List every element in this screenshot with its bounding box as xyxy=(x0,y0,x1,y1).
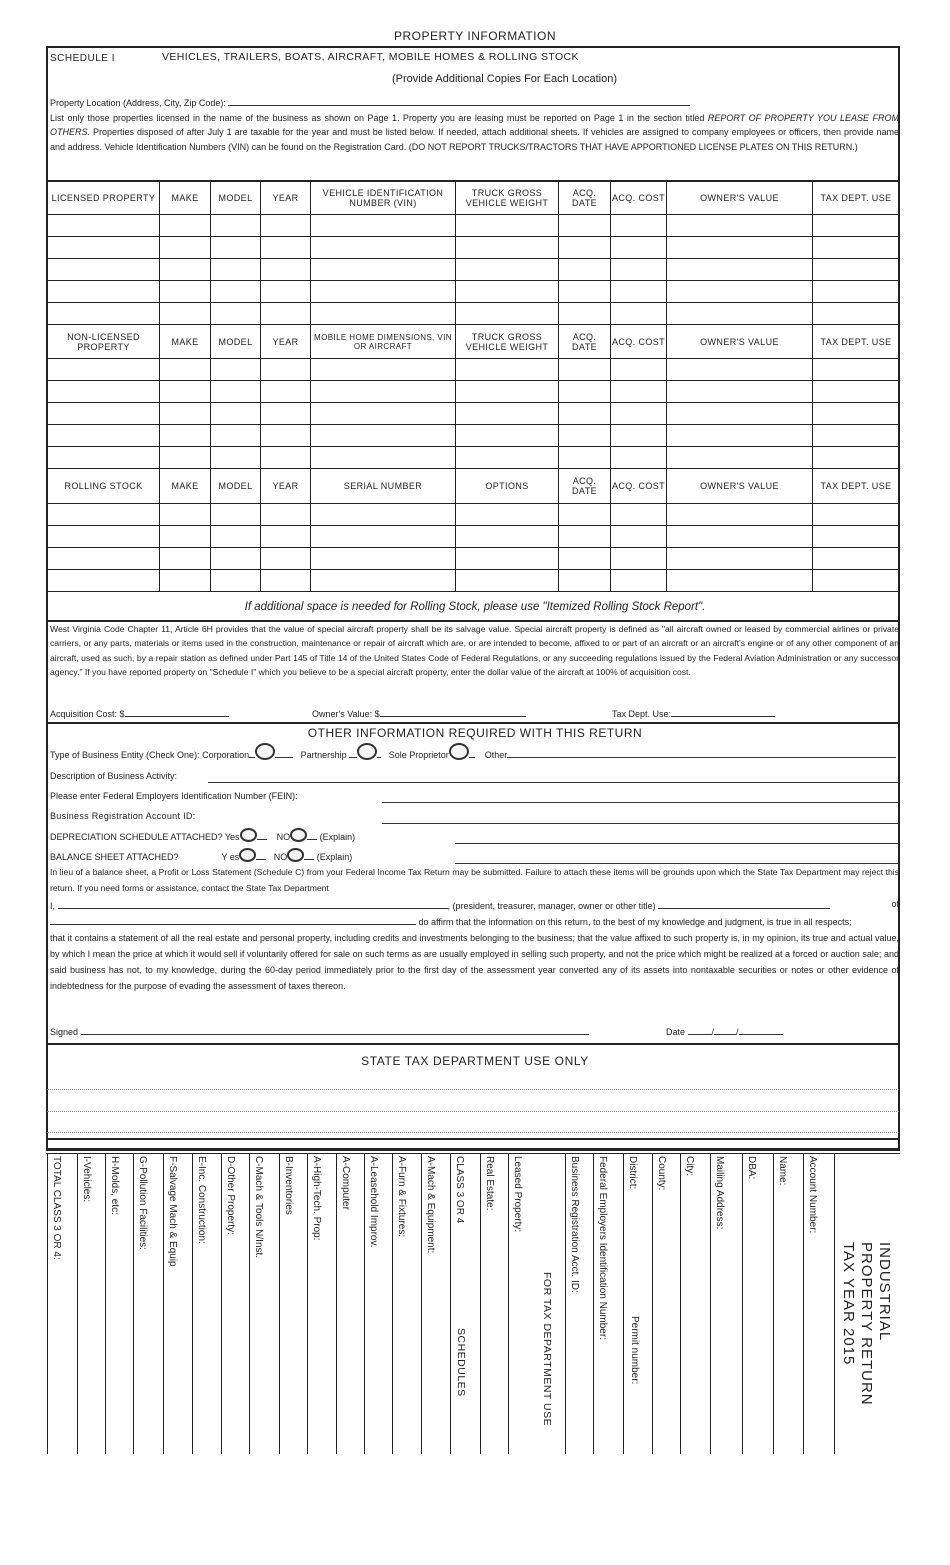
spine-label: H-Molds, etc: xyxy=(109,1156,120,1215)
table-row[interactable] xyxy=(48,504,900,526)
table-row[interactable] xyxy=(48,570,900,592)
instructions-part-2: Properties disposed of after July 1 are taxable for the year and must be listed below. If needed, attach additional sheets. If vehicles are assigned to company employees or officers, then provide name and address. Vehicle Identification Numbers (VIN) can be found on the Registration Card. (DO NOT REPORT TRUCKS/TRACTORS THAT HAVE APPORTIONED LICENSE PLATES ON THIS RETURN.) xyxy=(50,127,899,152)
col-header: SERIAL NUMBER xyxy=(311,469,456,504)
depreciation-row xyxy=(50,828,355,842)
acquisition-cost-label: Acquisition Cost: $ xyxy=(50,709,125,719)
divider xyxy=(46,1043,900,1045)
depreciation-yes-radio[interactable] xyxy=(240,828,257,842)
provide-copies-note: (Provide Additional Copies For Each Location) xyxy=(392,73,618,85)
spine-label: A-Computer xyxy=(340,1156,351,1210)
spine-label: A-High-Tech. Prop: xyxy=(311,1156,322,1241)
business-registration-label: Business Registration Account ID: xyxy=(50,811,196,821)
property-location-field[interactable] xyxy=(50,96,690,108)
col-header: MODEL xyxy=(211,182,261,215)
divider xyxy=(46,1138,900,1140)
name-line[interactable] xyxy=(58,899,448,909)
spine-label: Name: xyxy=(777,1156,788,1186)
spine-divider xyxy=(192,1154,193,1454)
state-use-header: STATE TAX DEPARTMENT USE ONLY xyxy=(361,1054,589,1068)
table-row[interactable] xyxy=(48,359,900,381)
instructions-emphasis: REPORT OF PROPERTY YOU LEASE FROM OTHERS. xyxy=(50,113,899,138)
spine-divider xyxy=(623,1154,624,1454)
title-line[interactable] xyxy=(658,899,830,909)
date-day[interactable] xyxy=(711,1025,736,1037)
date-year[interactable] xyxy=(739,1025,783,1035)
date-slash: / xyxy=(736,1027,739,1037)
signature-row xyxy=(50,1025,589,1037)
col-header: MAKE xyxy=(160,469,211,504)
col-header: OWNER'S VALUE xyxy=(667,325,813,359)
spine-label: District: xyxy=(627,1156,638,1190)
table-row[interactable] xyxy=(48,425,900,447)
spine-top-border-2 xyxy=(46,1153,900,1154)
col-header: ACQ. DATE xyxy=(559,182,611,215)
col-header: ROLLING STOCK xyxy=(48,469,160,504)
balance-yes-label: Y es xyxy=(221,852,240,862)
col-header: TAX DEPT. USE xyxy=(813,469,900,504)
balance-sheet-row xyxy=(50,848,352,862)
col-header: YEAR xyxy=(261,469,311,504)
table-header-row xyxy=(48,469,900,504)
balance-yes-radio[interactable] xyxy=(239,848,256,862)
col-header: TAX DEPT. USE xyxy=(813,325,900,359)
page-title: PROPERTY INFORMATION xyxy=(393,29,556,43)
depreciation-no-label: NO xyxy=(276,832,291,842)
col-header: ACQ. DATE xyxy=(559,325,611,359)
spine-label: B-Inventories xyxy=(283,1156,294,1215)
spine-divider xyxy=(450,1154,451,1454)
spine-divider xyxy=(803,1154,804,1454)
col-header: VEHICLE IDENTIFICATION NUMBER (VIN) xyxy=(311,182,456,215)
spine-label: Leased Property: xyxy=(512,1156,523,1233)
table-row[interactable] xyxy=(48,215,900,237)
spine-divider xyxy=(77,1154,78,1454)
signature-line[interactable] xyxy=(81,1025,589,1035)
form-title-1: INDUSTRIAL xyxy=(876,1242,893,1342)
affirmation-row-2 xyxy=(50,915,899,927)
col-header: OWNER'S VALUE xyxy=(667,182,813,215)
col-header: ACQ. COST xyxy=(611,325,667,359)
depreciation-explain-label: (Explain) xyxy=(319,832,356,842)
date-field xyxy=(666,1025,783,1037)
spine-divider xyxy=(710,1154,711,1454)
spine-label: Real Estate: xyxy=(484,1156,495,1211)
spine-divider xyxy=(105,1154,106,1454)
owners-value-label: Owner's Value: $ xyxy=(312,709,380,719)
spine-divider xyxy=(279,1154,280,1454)
col-header: MODEL xyxy=(211,469,261,504)
fein-label: Please enter Federal Employers Identification Number (FEIN): xyxy=(50,791,298,801)
table-header-row xyxy=(48,325,900,359)
spine-label: E-Inc. Construction: xyxy=(196,1156,207,1244)
spine-divider xyxy=(336,1154,337,1454)
table-row[interactable] xyxy=(48,259,900,281)
spine-divider xyxy=(47,1154,48,1454)
affirm-text-2: that it contains a statement of all the real estate and personal property, including credits and investments belonging to the business; that the value affixed to such property is, in my opinion, its true and actual value, by which I mean the price at which it would sell if voluntarily offered for sale on such terms as are usually employed in selling such property, and not the price which might be realized at a forced or auction sale; and said business has not, to my knowledge, during the 60-day period immediately prior to the first day of the assessment year converted any of its assets into nontaxable securities or notes or other evidence of indebtedness for the purpose of evading the assessment of taxes thereon. xyxy=(50,933,899,991)
i-label: I, xyxy=(50,901,56,911)
spine-divider xyxy=(421,1154,422,1454)
spine-divider xyxy=(392,1154,393,1454)
table-row[interactable] xyxy=(48,403,900,425)
balance-sheet-label: BALANCE SHEET ATTACHED? xyxy=(50,852,179,862)
col-header: MODEL xyxy=(211,325,261,359)
schedule-title: VEHICLES, TRAILERS, BOATS, AIRCRAFT, MOBILE HOMES & ROLLING STOCK xyxy=(162,51,579,63)
owners-value-field[interactable] xyxy=(312,707,526,719)
spine-divider xyxy=(307,1154,308,1454)
other-info-header: OTHER INFORMATION REQUIRED WITH THIS RETURN xyxy=(307,726,643,740)
lieu-text: In lieu of a balance sheet, a Profit or Loss Statement (Schedule C) from your Federal Income Tax Return may be submitted. Failure to attach these items will be grounds upon which the State Tax Department may reject this return. If you need forms or assistance, contact the State Tax Department xyxy=(50,867,899,893)
aircraft-text: West Virginia Code Chapter 11, Article 6H provides that the value of special aircraft property shall be its salvage value. Special aircraft property is defined as "all aircraft owned or leased by commercial airlines or private carriers, or any parts, materials or items used in the construction, maintenance or repair of aircraft which are, or are intended to become, affixed to or part of an aircraft or an aircraft's engine or of any other component of an aircraft, used as such, by a repair station as defined under Part 145 of Title 14 of the United States Code of Federal Regulations, or any succeeding regulations issued by the Federal Aviation Administration or any successor agency." If you have reported property on "Schedule I" which you believe to be a special aircraft property, enter the dollar value of the aircraft at 100% of acquisition cost. xyxy=(50,624,899,678)
affirmation-row-1 xyxy=(50,899,899,911)
instructions xyxy=(50,111,899,154)
fein-line[interactable] xyxy=(382,802,898,803)
spine-divider xyxy=(565,1154,566,1454)
balance-no-label: NO xyxy=(273,852,288,862)
depreciation-no-radio[interactable] xyxy=(290,828,307,842)
sole-proprietor-radio[interactable] xyxy=(449,743,469,760)
spine-divider xyxy=(742,1154,743,1454)
sole-proprietor-label: Sole Proprietor xyxy=(388,750,449,760)
spine-label: A-Mach & Equipment: xyxy=(425,1156,436,1254)
corporation-radio[interactable] xyxy=(255,743,275,760)
business-name-line[interactable] xyxy=(50,915,416,925)
licensed-property-table xyxy=(47,181,900,592)
col-header: ACQ. DATE xyxy=(559,469,611,504)
business-registration-line[interactable] xyxy=(382,823,898,824)
acquisition-cost-field[interactable] xyxy=(50,707,229,719)
spine-divider xyxy=(163,1154,164,1454)
date-month[interactable] xyxy=(688,1025,712,1035)
tax-dept-use-label: Tax Dept. Use: xyxy=(612,709,672,719)
tax-dept-use-line[interactable] xyxy=(671,707,775,717)
business-activity-label: Description of Business Activity: xyxy=(50,771,178,781)
spine-label: FOR TAX DEPARTMENT USE xyxy=(541,1272,553,1427)
divider xyxy=(46,722,900,724)
permit-number-label: Permit number: xyxy=(629,1316,640,1385)
business-entity-row xyxy=(50,743,900,760)
other-entity-line[interactable] xyxy=(507,748,896,758)
of-label: of xyxy=(891,899,899,909)
tax-dept-use-field[interactable] xyxy=(612,707,775,719)
col-header: TRUCK GROSS VEHICLE WEIGHT xyxy=(456,182,559,215)
title-label: , (president, treasurer, manager, owner or other title) xyxy=(447,901,656,911)
table-row[interactable] xyxy=(48,447,900,469)
col-header: YEAR xyxy=(261,182,311,215)
rolling-stock-note: If additional space is needed for Rolling Stock, please use "Itemized Rolling Stock Report". xyxy=(244,601,706,613)
spine-label: C-Mach & Tools N/Inst. xyxy=(253,1156,264,1259)
spine-label: A-Furn & Fixtures: xyxy=(396,1156,407,1238)
date-slash: / xyxy=(711,1027,715,1037)
col-header: YEAR xyxy=(261,325,311,359)
spine-label: Mailing Address: xyxy=(714,1156,725,1230)
signed-label: Signed xyxy=(50,1027,79,1037)
col-header: ACQ. COST xyxy=(611,469,667,504)
spine-label: A-Leasehold Improv. xyxy=(368,1156,379,1248)
spine-divider xyxy=(480,1154,481,1454)
spine-label: TOTAL CLASS 3 OR 4: xyxy=(51,1156,62,1260)
corporation-label: Corporation xyxy=(202,750,250,760)
col-header: TRUCK GROSS VEHICLE WEIGHT xyxy=(456,325,559,359)
form-title-3: TAX YEAR 2015 xyxy=(840,1242,857,1366)
spine-divider xyxy=(221,1154,222,1454)
business-activity-line[interactable] xyxy=(208,782,898,783)
affirm-text-1: do affirm that the information on this return, to the best of my knowledge and judgment, is true in all respects; xyxy=(418,917,852,927)
table-row[interactable] xyxy=(48,303,900,325)
col-header: MAKE xyxy=(160,182,211,215)
table-header-row xyxy=(48,182,900,215)
spine-divider xyxy=(834,1154,835,1454)
spine-label: I-Vehicles: xyxy=(81,1156,92,1203)
state-use-line[interactable] xyxy=(47,1132,899,1133)
col-header: MOBILE HOME DIMENSIONS, VIN OR AIRCRAFT xyxy=(311,325,456,359)
business-entity-label: Type of Business Entity (Check One): xyxy=(50,750,200,760)
depreciation-label: DEPRECIATION SCHEDULE ATTACHED? Yes xyxy=(50,832,240,842)
spine-label: D-Other Property: xyxy=(225,1156,236,1235)
spine-divider xyxy=(364,1154,365,1454)
col-header: OPTIONS xyxy=(456,469,559,504)
table-row[interactable] xyxy=(48,281,900,303)
table-row[interactable] xyxy=(48,548,900,570)
spine-label: City: xyxy=(684,1156,695,1176)
schedules-label: SCHEDULES xyxy=(455,1328,467,1397)
spine-divider xyxy=(249,1154,250,1454)
col-header: TAX DEPT. USE xyxy=(813,182,900,215)
spine-label: Federal Employers Identification Number: xyxy=(597,1156,608,1340)
table-row[interactable] xyxy=(48,526,900,548)
spine-divider xyxy=(133,1154,134,1454)
balance-no-radio[interactable] xyxy=(287,848,304,862)
schedule-label: SCHEDULE I xyxy=(50,53,116,64)
state-use-line[interactable] xyxy=(47,1089,899,1090)
partnership-label: Partnership xyxy=(300,750,347,760)
state-use-line[interactable] xyxy=(47,1111,899,1112)
date-label: Date xyxy=(666,1027,686,1037)
spine-label: DBA: xyxy=(746,1156,757,1180)
owners-value-line[interactable] xyxy=(380,707,526,717)
spine-label: G-Pollution Facilities: xyxy=(137,1156,148,1250)
property-location-label: Property Location (Address, City, Zip Code): xyxy=(50,98,226,108)
col-header: LICENSED PROPERTY xyxy=(48,182,160,215)
col-header: OWNER'S VALUE xyxy=(667,469,813,504)
form-title-2: PROPERTY RETURN xyxy=(858,1242,875,1406)
col-header: NON-LICENSED PROPERTY xyxy=(48,325,160,359)
spine-divider xyxy=(593,1154,594,1454)
col-header: ACQ. COST xyxy=(611,182,667,215)
spine-label: Account Number: xyxy=(807,1156,818,1234)
spine-divider xyxy=(652,1154,653,1454)
spine-label: CLASS 3 OR 4 xyxy=(454,1156,465,1224)
partnership-radio[interactable] xyxy=(357,743,377,760)
table-row[interactable] xyxy=(48,381,900,403)
other-label: Other xyxy=(484,750,508,760)
spine-label: F-Salvage Mach & Equip xyxy=(167,1156,178,1267)
spine-divider xyxy=(773,1154,774,1454)
acquisition-cost-line[interactable] xyxy=(125,707,229,717)
depreciation-explain-line[interactable] xyxy=(455,843,898,844)
property-location-line[interactable] xyxy=(228,96,690,106)
spine-top-border xyxy=(46,1150,900,1151)
balance-explain-label: (Explain) xyxy=(316,852,353,862)
spine-divider xyxy=(680,1154,681,1454)
col-header: MAKE xyxy=(160,325,211,359)
table-row[interactable] xyxy=(48,237,900,259)
spine-divider xyxy=(508,1154,509,1454)
instructions-part-1: List only those properties licensed in the name of the business as shown on Page 1. Property you are leasing must be reported on Page 1 in the section titled xyxy=(50,113,708,123)
spine-label: Business Registration Acct. ID: xyxy=(569,1156,580,1293)
spine-label: County: xyxy=(656,1156,667,1191)
